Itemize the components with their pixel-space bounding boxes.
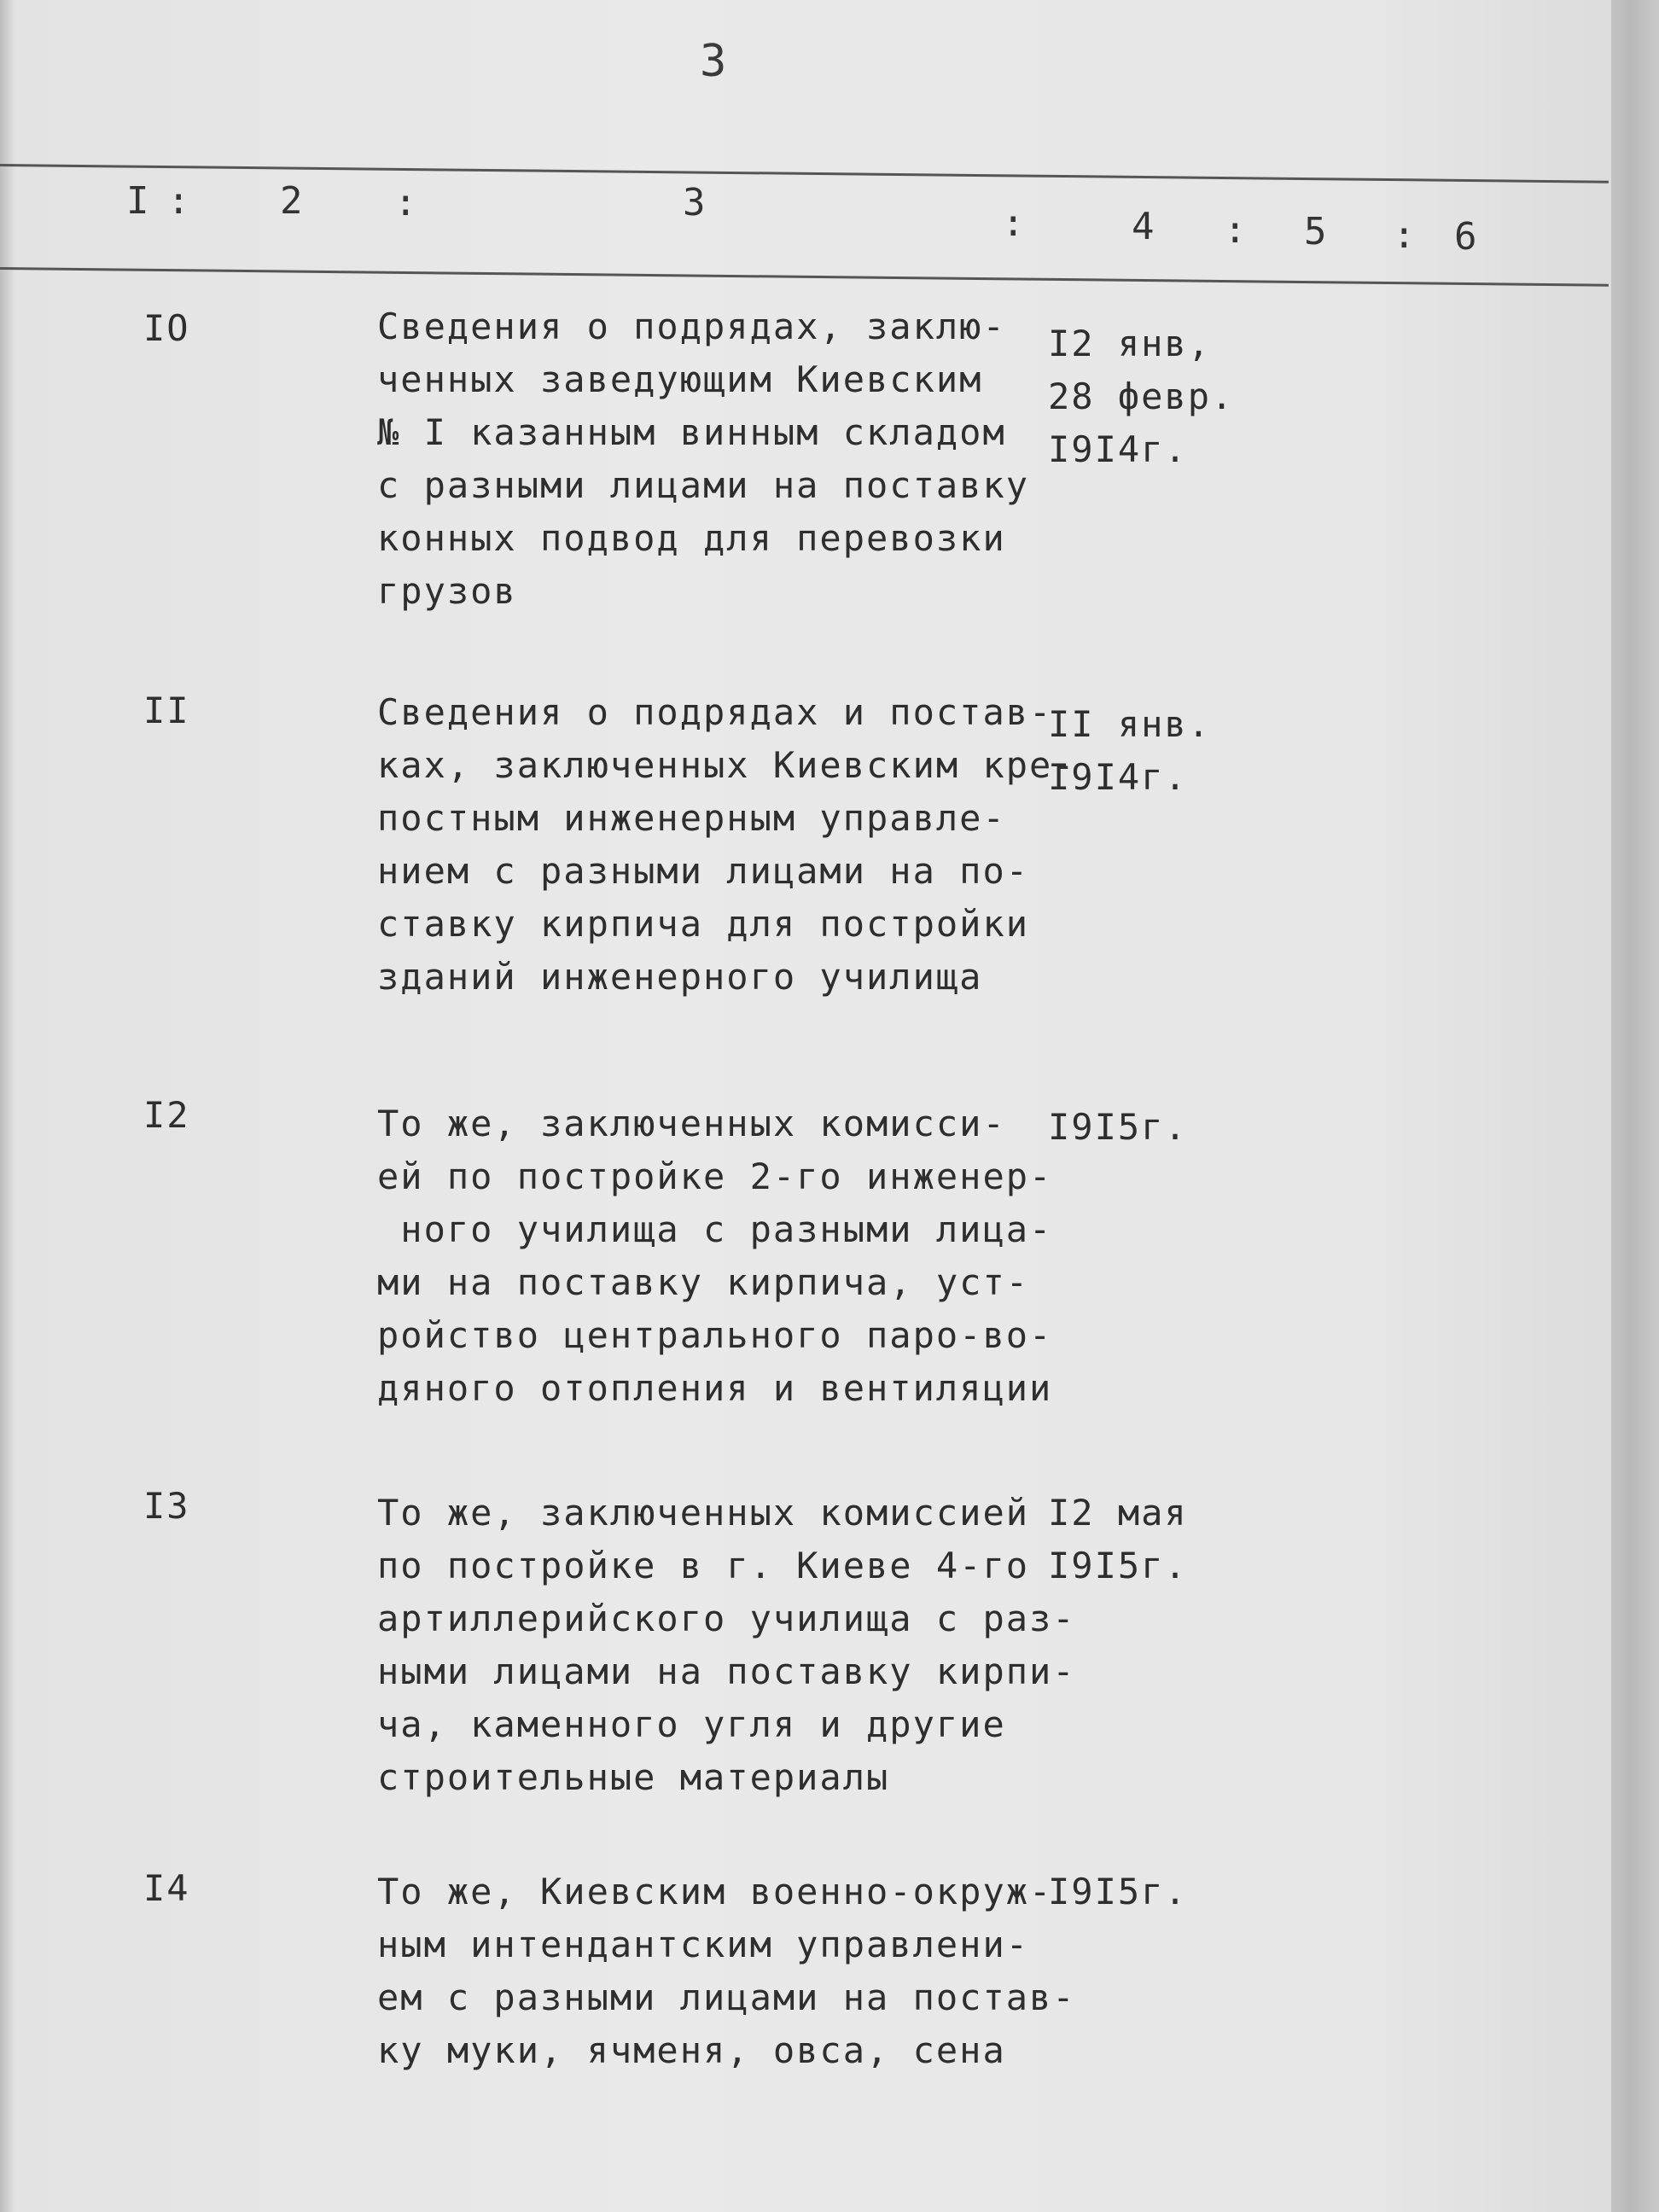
entry-number: I2	[143, 1094, 190, 1136]
page-left-shadow	[0, 0, 15, 2212]
entry-description: То же, Киевским военно-окруж- ным интендантским управлени- ем с разными лицами на постав- ку муки, ячменя, овса, сена	[377, 1871, 1076, 2071]
column-header-5: 5	[1304, 210, 1327, 253]
entry-description: То же, заключенных комисси- ей по постройке 2-го инженер- ного училища с разными лица- ми на поставку кирпича, уст- ройство центрального паро-во- дяного отопления и вентиляции	[377, 1103, 1053, 1409]
entry-number: I4	[143, 1867, 190, 1909]
column-header-2: 2	[280, 179, 303, 223]
entry-date: II янв. I9I4г.	[1048, 703, 1212, 798]
entry-number: IO	[143, 307, 190, 349]
column-separator: :	[1393, 213, 1416, 257]
column-header-1: I	[126, 179, 149, 223]
entry-number: II	[143, 690, 190, 731]
entry-description: Сведения о подрядах, заклю- ченных заведующим Киевским № I казанным винным складом с разными лицами на поставку конных подвод для перевозки грузов	[377, 306, 1030, 612]
column-separator: :	[167, 179, 190, 223]
entry-date: I2 янв, 28 февр. I9I4г.	[1048, 323, 1235, 470]
column-header-4: 4	[1132, 205, 1155, 248]
entry-number: I3	[143, 1485, 190, 1527]
entry-date: I9I5г.	[1048, 1106, 1188, 1148]
column-header-6: 6	[1454, 215, 1477, 259]
page-edge-shadow	[1611, 0, 1659, 2212]
column-separator: :	[1224, 208, 1247, 252]
entry-description: Сведения о подрядах и постав- ках, заключенных Киевским кре- постным инженерным управле- нием с разными лицами на по- ставку кирпича для постройки зданий инженерного училища	[377, 691, 1076, 998]
entry-date: I9I5г.	[1048, 1871, 1188, 1912]
page-number: 3	[700, 36, 727, 87]
column-header-3: 3	[683, 181, 706, 224]
entry-description: То же, заключенных комиссией по постройке в г. Киеве 4-го артиллерийского училища с раз- ными лицами на поставку кирпи- ча, каменного угля и другие строительные материалы	[377, 1492, 1076, 1798]
entry-date: I2 мая I9I5г.	[1048, 1492, 1188, 1586]
column-separator: :	[1002, 201, 1025, 245]
column-separator: :	[394, 181, 417, 224]
